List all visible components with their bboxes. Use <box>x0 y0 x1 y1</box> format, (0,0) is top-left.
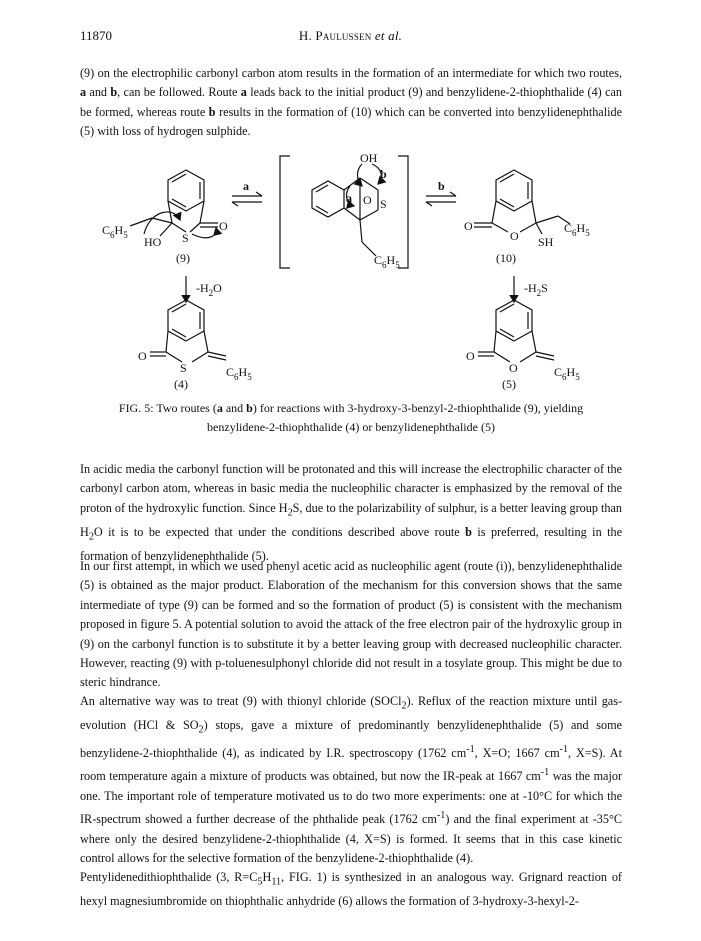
route-a-label: a <box>240 85 247 100</box>
compound-10-label: (10) <box>496 251 516 265</box>
paragraph-thionyl-chloride <box>80 692 622 868</box>
compound-10-c6h5: $C_6H_5$ <box>564 221 590 238</box>
intermediate-b-label: b <box>380 167 387 181</box>
compound-9-structure <box>130 170 218 238</box>
subscript: 2 <box>287 507 293 519</box>
minus-water-label: $-H_2O$ <box>196 281 222 298</box>
hydroxy-label: HO <box>144 235 162 249</box>
intermediate-sulfur-label: S <box>380 197 387 211</box>
text-run: H <box>262 870 272 884</box>
intermediate-c6h5: $C_6H_5$ <box>374 253 400 270</box>
intermediate-structure <box>312 164 381 256</box>
carbonyl-oxygen-label: O <box>219 219 228 233</box>
route-b-label: b <box>465 524 472 539</box>
text-run: ) and the final experiment at -35°C where only the desired benzylidene-2-thiophthalide (4, X=S) is formed. It seems that in this case kinetic control allows for the selective formation of the benzylidene-2-thiophthalide (4). <box>80 812 622 865</box>
compound-5-structure <box>478 300 554 362</box>
reaction-scheme <box>80 150 622 400</box>
text-run: O it is to be expected that under the conditions described above route <box>93 524 466 539</box>
caption-text: benzylidene-2-thiophthalide (4) or benzylidenephthalide (5) <box>207 420 495 434</box>
text-run: leads back to the initial product (9) and benzylidene-2-thiophthalide (4) can be formed, whereas route <box>80 85 622 119</box>
compound-9-label: (9) <box>176 251 190 265</box>
text-run: (9) on the electrophilic carbonyl carbon atom results in the formation of an intermediate for which two routes, <box>80 66 622 80</box>
route-a-arrow-label: a <box>243 179 249 193</box>
caption-text: and <box>222 401 247 415</box>
subscript: 2 <box>198 724 204 736</box>
text-run: S, due to the polarizability of sulphur, is a better leaving group than H <box>80 500 622 539</box>
superscript: -1 <box>559 743 569 755</box>
intermediate-oh-label: OH <box>360 151 378 165</box>
caption-text: FIG. 5: Two routes ( <box>118 401 217 415</box>
intermediate-oxygen-label: O <box>363 193 372 207</box>
subscript: 5 <box>257 876 263 888</box>
compound-10-carbonyl-o: O <box>464 219 473 233</box>
paragraph-first-attempt: In our first attempt, in which we used phenyl acetic acid as nucleophilic agent (route (i)), benzylidenephthalide (5) is obtained as the major product. Elaboration of the mechanism for this conversion shows that the same intermediate of type (9) can be formed and so the formation of product (5) is consistent with the mechanism proposed in figure 5. A potential solution to avoid the attack of the free electron pair of the hydroxylic group in (9) on the carbonyl function is to substitute it by a better leaving group with decreased nucleophilic character. However, reacting (9) with p-toluenesulphonyl chloride did not result in a tosylate group. This might be due to steric hindrance. <box>80 559 622 690</box>
route-b-label: b <box>110 85 118 100</box>
caption-route-b: b <box>246 401 253 415</box>
intermediate-a-label: a <box>346 191 352 205</box>
subscript: 11 <box>271 876 282 888</box>
page-number: 11870 <box>80 28 113 43</box>
text-run: ) stops, gave a mixture of predominantly benzylidenephthalide (5) and some benzylidene-2-thiophthalide (4), as indicated by I.R. spectroscopy (1762 cm <box>80 717 622 760</box>
route-a-label: a <box>80 85 87 100</box>
compound-10-ring-o: O <box>510 229 519 243</box>
thiol-label: SH <box>538 235 554 249</box>
compound-5-c6h5: $C_6H_5$ <box>554 365 580 382</box>
compound-5-label: (5) <box>502 377 516 391</box>
subscript: 2 <box>88 531 94 543</box>
text-run: Pentylidenedithiophthalide (3, R=C <box>80 870 258 884</box>
running-header <box>0 28 701 44</box>
text-run: , FIG. 1) is synthesized in an analogous way. Grignard reaction of hexyl magnesiumbromide on thiophthalic anhydride (6) allows the formation of 3-hydroxy-3-hexyl-2- <box>80 870 622 908</box>
compound-4-structure <box>150 300 226 362</box>
subscript: 2 <box>401 700 407 712</box>
superscript: -1 <box>436 810 446 822</box>
compound-4-carbonyl-o: O <box>138 349 147 363</box>
text-run: An alternative way was to treat (9) with thionyl chloride (SOCl <box>80 694 402 708</box>
compound-5-ring-o: O <box>509 361 518 375</box>
caption-text: ) for reactions with 3-hydroxy-3-benzyl-2-thiophthalide (9), yielding <box>252 401 584 415</box>
route-b-label: b <box>208 104 216 119</box>
equilibrium-arrows-a <box>232 192 262 206</box>
text-run: results in the formation of (10) which can be converted into benzylidenephthalide (5) with loss of hydrogen sulphide. <box>80 104 622 139</box>
superscript: -1 <box>540 767 550 779</box>
compound-4-c6h5: $C_6H_5$ <box>226 365 252 382</box>
text-run: was the major one. The important role of temperature motivated us to do two more experiments: one at -10°C for which the IR-spectrum showed a further decrease of the phthalide peak (1762 cm <box>80 769 622 827</box>
sulfur-label: S <box>182 231 189 245</box>
text-run: , can be followed. Route <box>117 85 241 100</box>
text-run: is preferred, resulting in the formation of benzylidenephthalide (5). <box>80 524 622 563</box>
paragraph-intro <box>80 64 622 142</box>
minus-h2s-label: $-H_2S$ <box>524 281 548 298</box>
route-b-arrow-label: b <box>438 179 445 193</box>
paragraph-pentylidene <box>80 868 622 911</box>
compound-4-sulfur: S <box>180 361 187 375</box>
text-run: , X=S). At room temperature again a mixture of products was obtained, but now the IR-peak at 1667 cm <box>80 745 622 784</box>
text-run: In acidic media the carbonyl function will be protonated and this will increase the electrophilic character of the carbonyl carbon atom, whereas in basic media the nucleophilic character is emphasized by the removal of the proton of the hydroxylic function. Since H <box>80 462 622 515</box>
text-run: and <box>86 85 111 100</box>
compound-4-label: (4) <box>174 377 188 391</box>
reaction-scheme-figure <box>80 150 622 400</box>
superscript: -1 <box>466 743 475 755</box>
caption-route-a: a <box>216 401 223 415</box>
text-run: ). Reflux of the reaction mixture until gas-evolution (HCl & SO <box>80 694 622 732</box>
text-run: , X=O; 1667 cm <box>474 745 560 760</box>
compound-5-carbonyl-o: O <box>466 349 475 363</box>
author-etal: et al. <box>374 28 403 43</box>
compound-10-structure <box>474 170 570 234</box>
paragraph-acid-base <box>80 460 622 566</box>
intermediate-brackets <box>280 156 408 268</box>
substituent-c6h5: $C_6H_5$ <box>102 223 128 240</box>
figure-caption <box>80 399 622 437</box>
author-name: H. Paulussen <box>298 28 372 43</box>
equilibrium-arrows-b <box>426 192 456 206</box>
